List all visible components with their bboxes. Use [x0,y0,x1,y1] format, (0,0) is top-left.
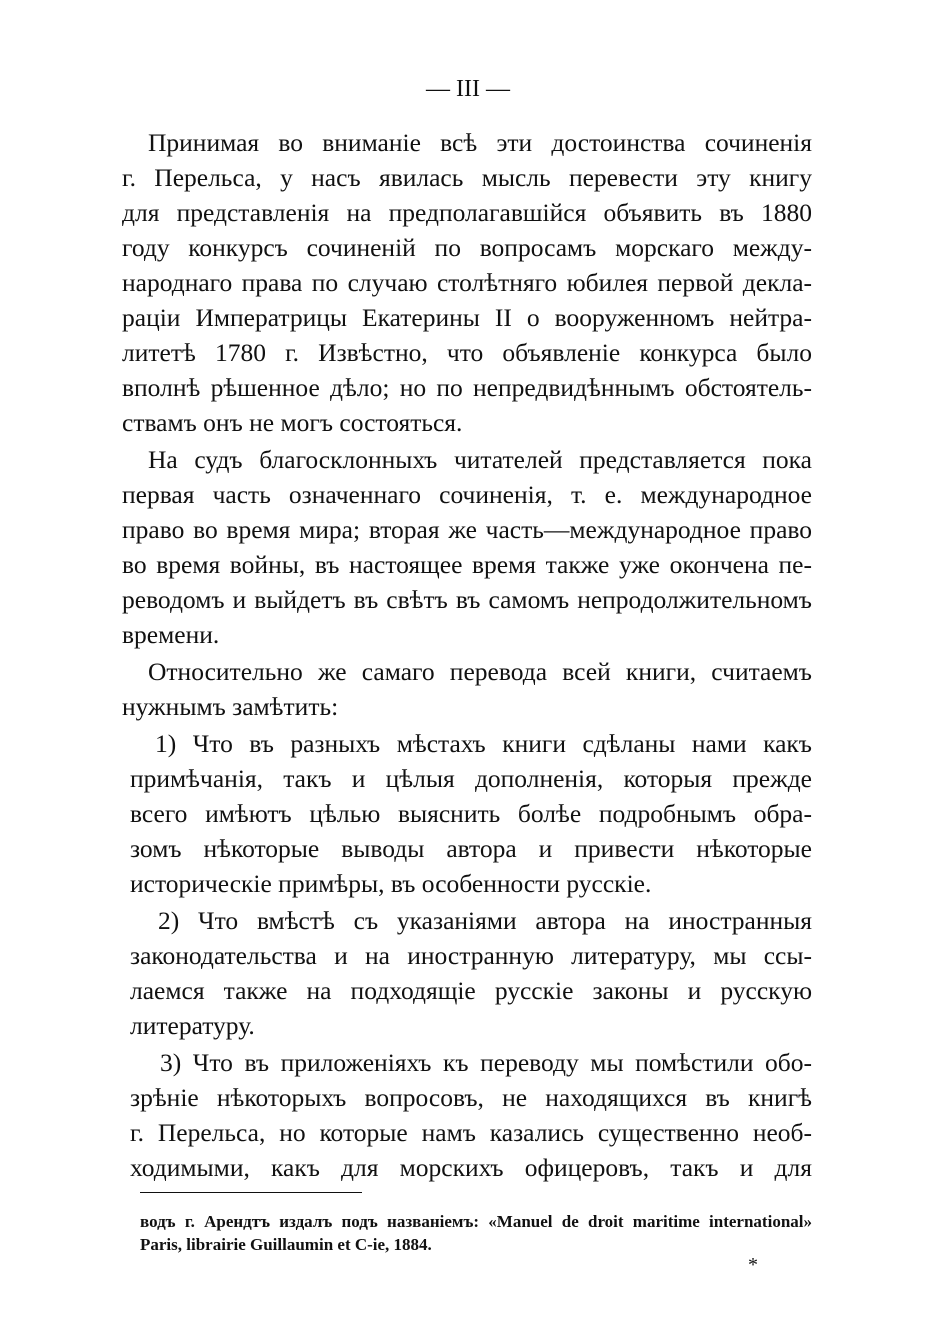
text-line: законодательства и на иностранную литературу, мы ссы- [130,941,812,970]
text-line: 3) Что въ приложеніяхъ къ переводу мы помѣстили обо- [160,1048,812,1077]
text-line: историческіе примѣры, въ особенности русскіе. [130,869,652,898]
text-line: Относительно же самаго перевода всей книги, считаемъ [148,657,812,686]
footnote-line: Paris, librairie Guillaumin et C-ie, 1884. [140,1235,432,1254]
text-line: право во время мира; вторая же часть—международное право [122,515,812,544]
footnote-line: водъ г. Арендтъ издалъ подъ названіемъ: «Manuel de droit maritime international» [140,1212,812,1231]
text-line: литетѣ 1780 г. Извѣстно, что объявленіе конкурса было [122,338,812,367]
text-line: времени. [122,620,220,649]
text-line: зомъ нѣкоторые выводы автора и привести нѣкоторые [130,834,812,863]
text-line: зрѣніе нѣкоторыхъ вопросовъ, не находящихся въ книгѣ [130,1083,812,1112]
text-line: нужнымъ замѣтить: [122,692,339,721]
text-line: раціи Императрицы Екатерины II о вооруженномъ нейтра- [122,303,812,332]
text-line: г. Перельса, у насъ явилась мысль перевести эту книгу [122,163,812,192]
text-line: Принимая во вниманіе всѣ эти достоинства сочиненія [148,128,812,157]
text-line: для представленія на предполагавшійся объявить въ 1880 [122,198,812,227]
text-line: На судъ благосклонныхъ читателей представляется пока [148,445,812,474]
text-line: лаемся также на подходящіе русскіе законы и русскую [130,976,812,1005]
text-line: ходимыми, какъ для морскихъ офицеровъ, такъ и для [130,1153,812,1182]
text-line: примѣчанія, такъ и цѣлыя дополненія, которыя прежде [130,764,812,793]
text-line: ствамъ онъ не могъ состояться. [122,408,463,437]
text-line: во время войны, въ настоящее время также уже окончена пе- [122,550,812,579]
text-line: народнаго права по случаю столѣтняго юбилея первой декла- [122,268,812,297]
text-line: всего имѣютъ цѣлью выяснить болѣе подробнымъ обра- [130,799,812,828]
text-line: литературу. [130,1011,255,1040]
text-line: 1) Что въ разныхъ мѣстахъ книги сдѣланы нами какъ [155,729,812,758]
text-line: году конкурсъ сочиненій по вопросамъ морскаго между- [122,233,812,262]
text-line: 2) Что вмѣстѣ съ указаніями автора на иностранныя [158,906,812,935]
page-number: — III — [426,76,510,102]
text-line: реводомъ и выйдетъ въ свѣтъ въ самомъ непродолжительномъ [122,585,812,614]
text-line: г. Перельса, но которые намъ казались существенно необ- [130,1118,812,1147]
text-line: вполнѣ рѣшенное дѣло; но по непредвидѣннымъ обстоятель- [122,373,812,402]
signature-mark: * [748,1254,758,1276]
footnote-divider [140,1192,362,1193]
text-line: первая часть означеннаго сочиненія, т. е. международное [122,480,812,509]
